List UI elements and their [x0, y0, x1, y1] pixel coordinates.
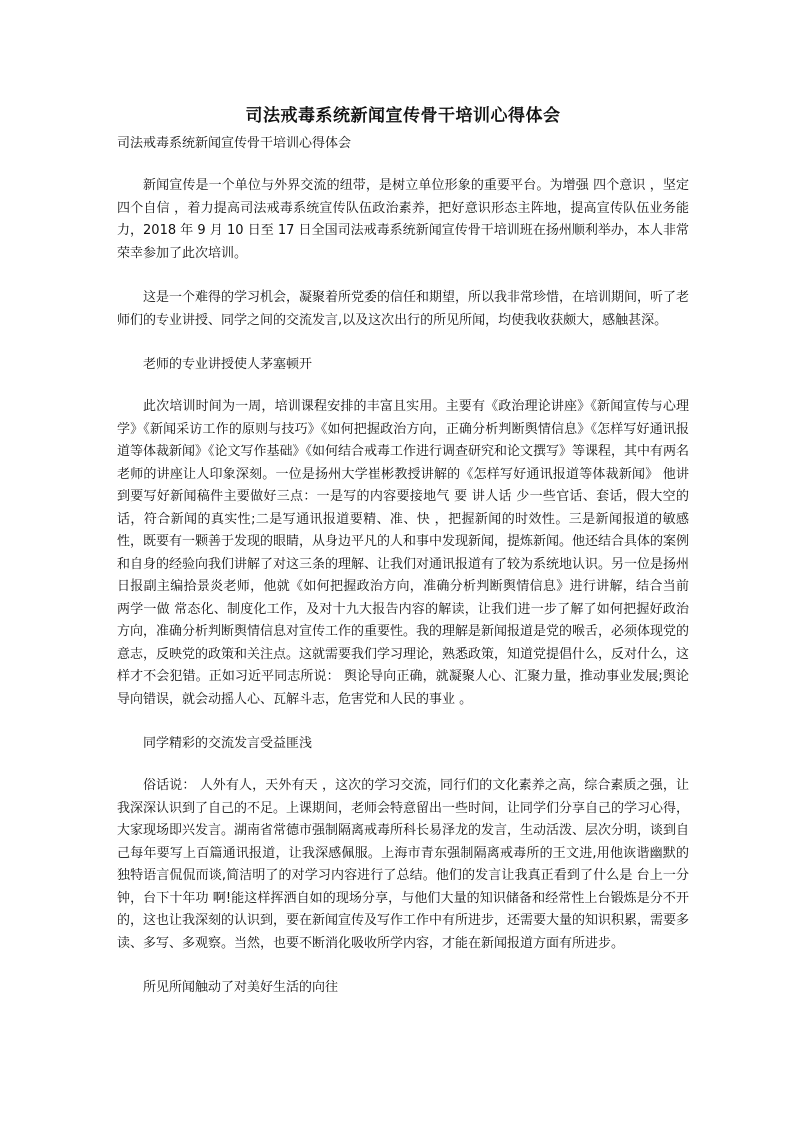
section-paragraph-teachers: 此次培训时间为一周，培训课程安排的丰富且实用。主要有《政治理论讲座》《新闻宣传与心理学》《新闻采访工作的原则与技巧》《如何把握政治方向，正确分析判断舆情信息》《怎样写好通讯报道等体裁新闻》《论文写作基础》《如何结合戒毒工作进行调查研究和论文撰写》等课程，其中有两名老师的讲座让人印象深刻。一位是扬州大学崔彬教授讲解的《怎样写好通讯报道等体裁新闻》 他讲到要写好新闻稿件主要做好三点：一是写的内容要接地气 要 讲人话 少一些官话、套话，假大空的话，符合新闻的真实性;二是写通讯报道要精、准、快 ，把握新闻的时效性。三是新闻报道的敏感性，既要有一颗善于发现的眼睛，从身边平凡的人和事中发现新闻，提炼新闻。他还结合具体的案例和自身的经验向我们讲解了对这三条的理解、让我们对通讯报道有了较为系统地认识。另一位是扬州日报副主编拾景炎老师，他就《如何把握政治方向，准确分析判断舆情信息》进行讲解，结合当前 两学一做 常态化、制度化工作，及对十九大报告内容的解读，让我们进一步了解了如何把握好政治方向，准确分析判断舆情信息对宣传工作的重要性。我的理解是新闻报道是党的喉舌，必须体现党的意志，反映党的政策和关注点。这就需要我们学习理论，熟悉政策，知道党提倡什么，反对什么，这样才不会犯错。正如习近平同志所说： 舆论导向正确，就凝聚人心、汇聚力量，推动事业发展;舆论导向错误，就会动摇人心、瓦解斗志，危害党和人民的事业 。 — [117, 399, 690, 707]
document-title: 司法戒毒系统新闻宣传骨干培训心得体会 — [245, 106, 561, 126]
intro-paragraph-2: 这是一个难得的学习机会，凝聚着所党委的信任和期望，所以我非常珍惜，在培训期间，听了老师们的专业讲授、同学之间的交流发言,以及这次出行的所见所闻，均使我收获颇大，感触甚深。 — [117, 290, 690, 328]
section-heading-classmates: 同学精彩的交流发言受益匪浅 — [143, 736, 313, 751]
document-subtitle: 司法戒毒系统新闻宣传骨干培训心得体会 — [117, 136, 352, 151]
section-heading-teachers: 老师的专业讲授使人茅塞顿开 — [143, 357, 313, 372]
section-heading-observations: 所见所闻触动了对美好生活的向往 — [143, 980, 339, 995]
intro-paragraph-1: 新闻宣传是一个单位与外界交流的纽带，是树立单位形象的重要平台。为增强 四个意识 ，坚定 四个自信 ，着力提高司法戒毒系统宣传队伍政治素养，把好意识形态主阵地，提高宣传队伍业务能力，2018 年 9 月 10 日至 17 日全国司法戒毒系统新闻宣传骨干培训班在扬州顺利举办，本人非常荣幸参加了此次培训。 — [117, 178, 689, 261]
section-paragraph-classmates: 俗话说： 人外有人，天外有天 ，这次的学习交流，同行们的文化素养之高，综合素质之强，让我深深认识到了自己的不足。上课期间，老师会特意留出一些时间，让同学们分享自己的学习心得，大家现场即兴发言。湖南省常德市强制隔离戒毒所科长易泽龙的发言，生动活泼、层次分明，谈到自己每年要写上百篇通讯报道，让我深感佩服。上海市青东强制隔离戒毒所的王文进,用他诙谐幽默的独特语言侃侃而谈,简洁明了的对学习内容进行了总结。他们的发言让我真正看到了什么是 台上一分钟，台下十年功 啊!能这样挥洒自如的现场分享，与他们大量的知识储备和经常性上台锻炼是分不开的，这也让我深刻的认识到，要在新闻宣传及写作工作中有所进步，还需要大量的知识积累，需要多读、多写、多观察。当然，也要不断消化吸收所学内容，才能在新闻报道方面有所进步。 — [117, 778, 690, 951]
document-page — [117, 104, 689, 1019]
